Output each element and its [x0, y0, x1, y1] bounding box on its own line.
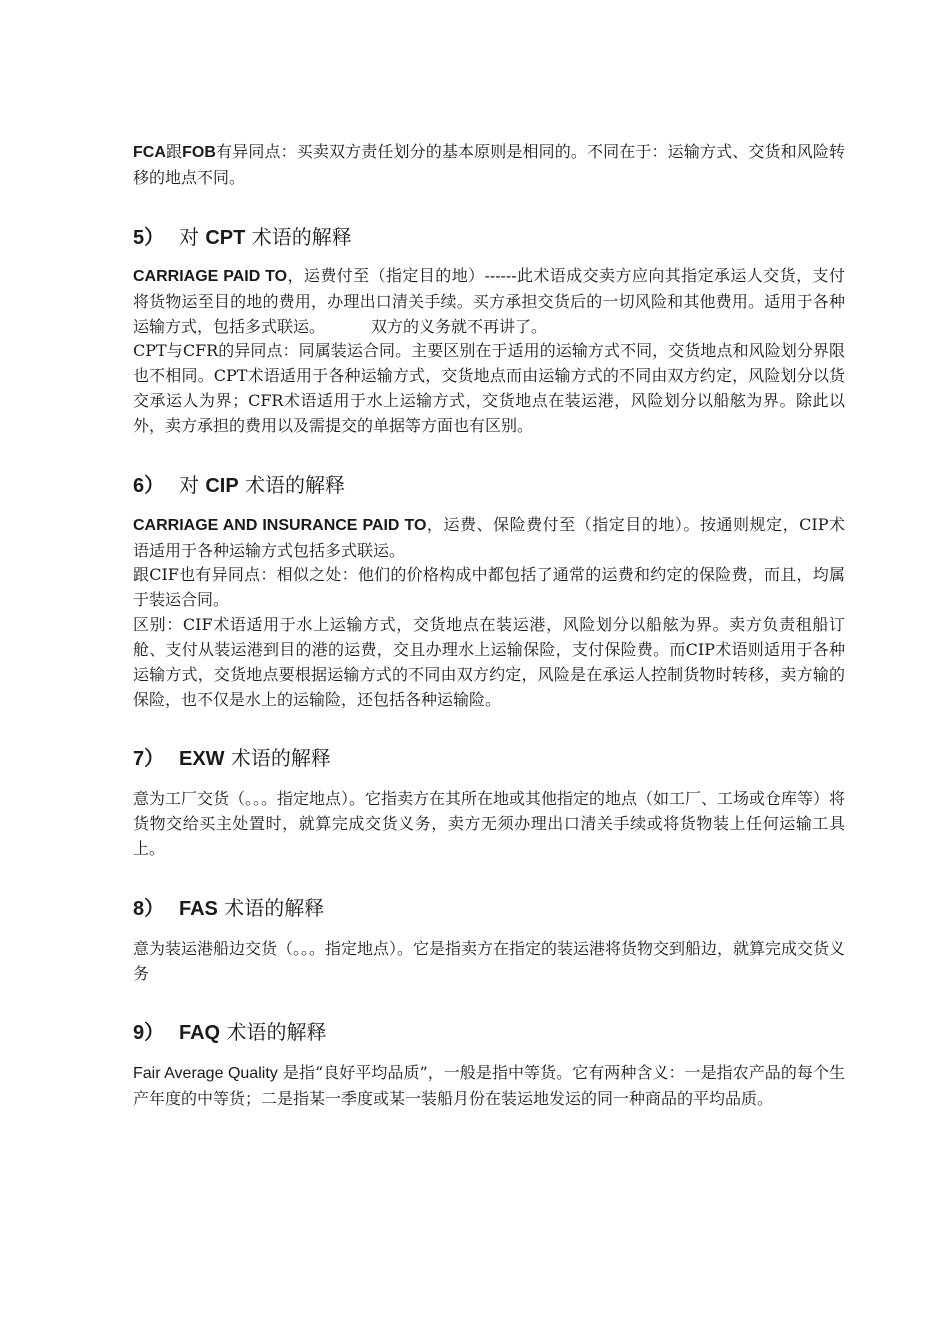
paragraph-text: 区别：CIF术语适用于水上运输方式，交货地点在装运港，风险划分以船舷为界。卖方负责租船订舱、支付从装运港到目的港的运费，交且办理水上运输保险，支付保险费。而CIP术语则适用于各种运输方式，交货地点要根据运输方式的不同由双方约定，风险是在承运人控制货物时转移，卖方输的保险，也不仅是水上的运输险，还包括各种运输险。	[133, 615, 845, 709]
cip-similarity	[133, 562, 845, 612]
section-code: FAS	[179, 898, 218, 920]
section-number: 9）	[133, 1022, 165, 1044]
section-title: 术语的解释	[226, 1020, 327, 1044]
paragraph-text: 意为装运港船边交货（。。。指定地点）。它是指卖方在指定的装运港将货物交到船边，就算完成交货义务	[133, 939, 846, 983]
section-heading-9	[133, 1018, 845, 1047]
paragraph-text: CPT与CFR的异同点：同属装运合同。主要区别在于适用的运输方式不同，交货地点和风险划分界限也不相同。CPT术语适用于各种运输方式，交货地点而由运输方式的不同由双方约定，风险划分以货交承运人为界；CFR术语适用于水上运输方式，交货地点在装运港，风险划分以船舷为界。除此以外，卖方承担的费用以及需提交的单据等方面也有区别。	[133, 341, 845, 435]
paragraph-text: 是指“良好平均品质”，一般是指中等货。它有两种含义：一是指农产品的每个生产年度的中等货；二是指某一季度或某一装船月份在装运地发运的同一种商品的平均品质。	[133, 1063, 845, 1108]
section-heading-8	[133, 894, 845, 923]
section-title: 术语的解释	[245, 473, 346, 497]
intro-text: 跟	[165, 142, 183, 161]
section-number: 5）	[133, 227, 165, 249]
exw-definition	[133, 786, 845, 861]
fas-definition	[133, 936, 845, 986]
paragraph-text: ，运费、保险费付至（指定目的地）。按通则规定，CIP术语适用于各种运输方式包括多式联运。	[133, 515, 845, 560]
section-number: 8）	[133, 898, 165, 920]
section-number: 7）	[133, 748, 165, 770]
section-title: 术语的解释	[251, 225, 352, 249]
section-number: 6）	[133, 475, 165, 497]
term-fob: FOB	[182, 144, 216, 161]
paragraph-text: 双方的义务就不再讲了。	[371, 317, 548, 336]
paragraph-text: 意为工厂交货（。。。指定地点）。它指卖方在其所在地或其他指定的地点（如工厂、工场或仓库等）将货物交给买主处置时，就算完成交货义务，卖方无须办理出口清关手续或将货物装上任何运输工具上。	[133, 789, 846, 858]
section-prefix: 对	[179, 473, 199, 497]
term-lead: CARRIAGE AND INSURANCE PAID TO	[133, 517, 427, 534]
paragraph-text: 此术语成交卖方应向其指定承运人交货，支付将货物运至目的地的费用，办理出口清关手续。买方承担交货后的一切风险和其他费用。适用于各种运输方式，包括多式联运。	[133, 266, 845, 336]
cip-definition	[133, 512, 845, 563]
cpt-comparison	[133, 338, 845, 438]
section-code: FAQ	[179, 1022, 221, 1044]
paragraph-text: 跟CIF也有异同点：相似之处：他们的价格构成中都包括了通常的运费和约定的保险费，而且，均属于装运合同。	[133, 565, 845, 609]
section-code: CPT	[205, 227, 246, 249]
section-heading-7	[133, 744, 845, 773]
term-fca: FCA	[133, 144, 166, 161]
faq-definition	[133, 1060, 845, 1111]
section-title: 术语的解释	[230, 746, 331, 770]
section-code: CIP	[205, 475, 239, 497]
term-lead: CARRIAGE PAID TO	[133, 268, 288, 285]
paragraph-text: ，运费付至（指定目的地）	[287, 266, 485, 285]
cpt-definition	[133, 263, 845, 339]
section-heading-5	[133, 223, 845, 252]
section-code: EXW	[179, 748, 225, 770]
dash-text: ------	[484, 268, 517, 285]
intro-text: 有异同点：买卖双方责任划分的基本原则是相同的。不同在于：运输方式、交货和风险转移的地点不同。	[133, 142, 845, 187]
section-title: 术语的解释	[224, 896, 325, 920]
section-prefix: 对	[179, 225, 199, 249]
cip-difference	[133, 612, 845, 712]
intro-paragraph	[133, 139, 845, 190]
term-lead: Fair Average Quality	[133, 1065, 278, 1082]
section-heading-6	[133, 471, 845, 500]
